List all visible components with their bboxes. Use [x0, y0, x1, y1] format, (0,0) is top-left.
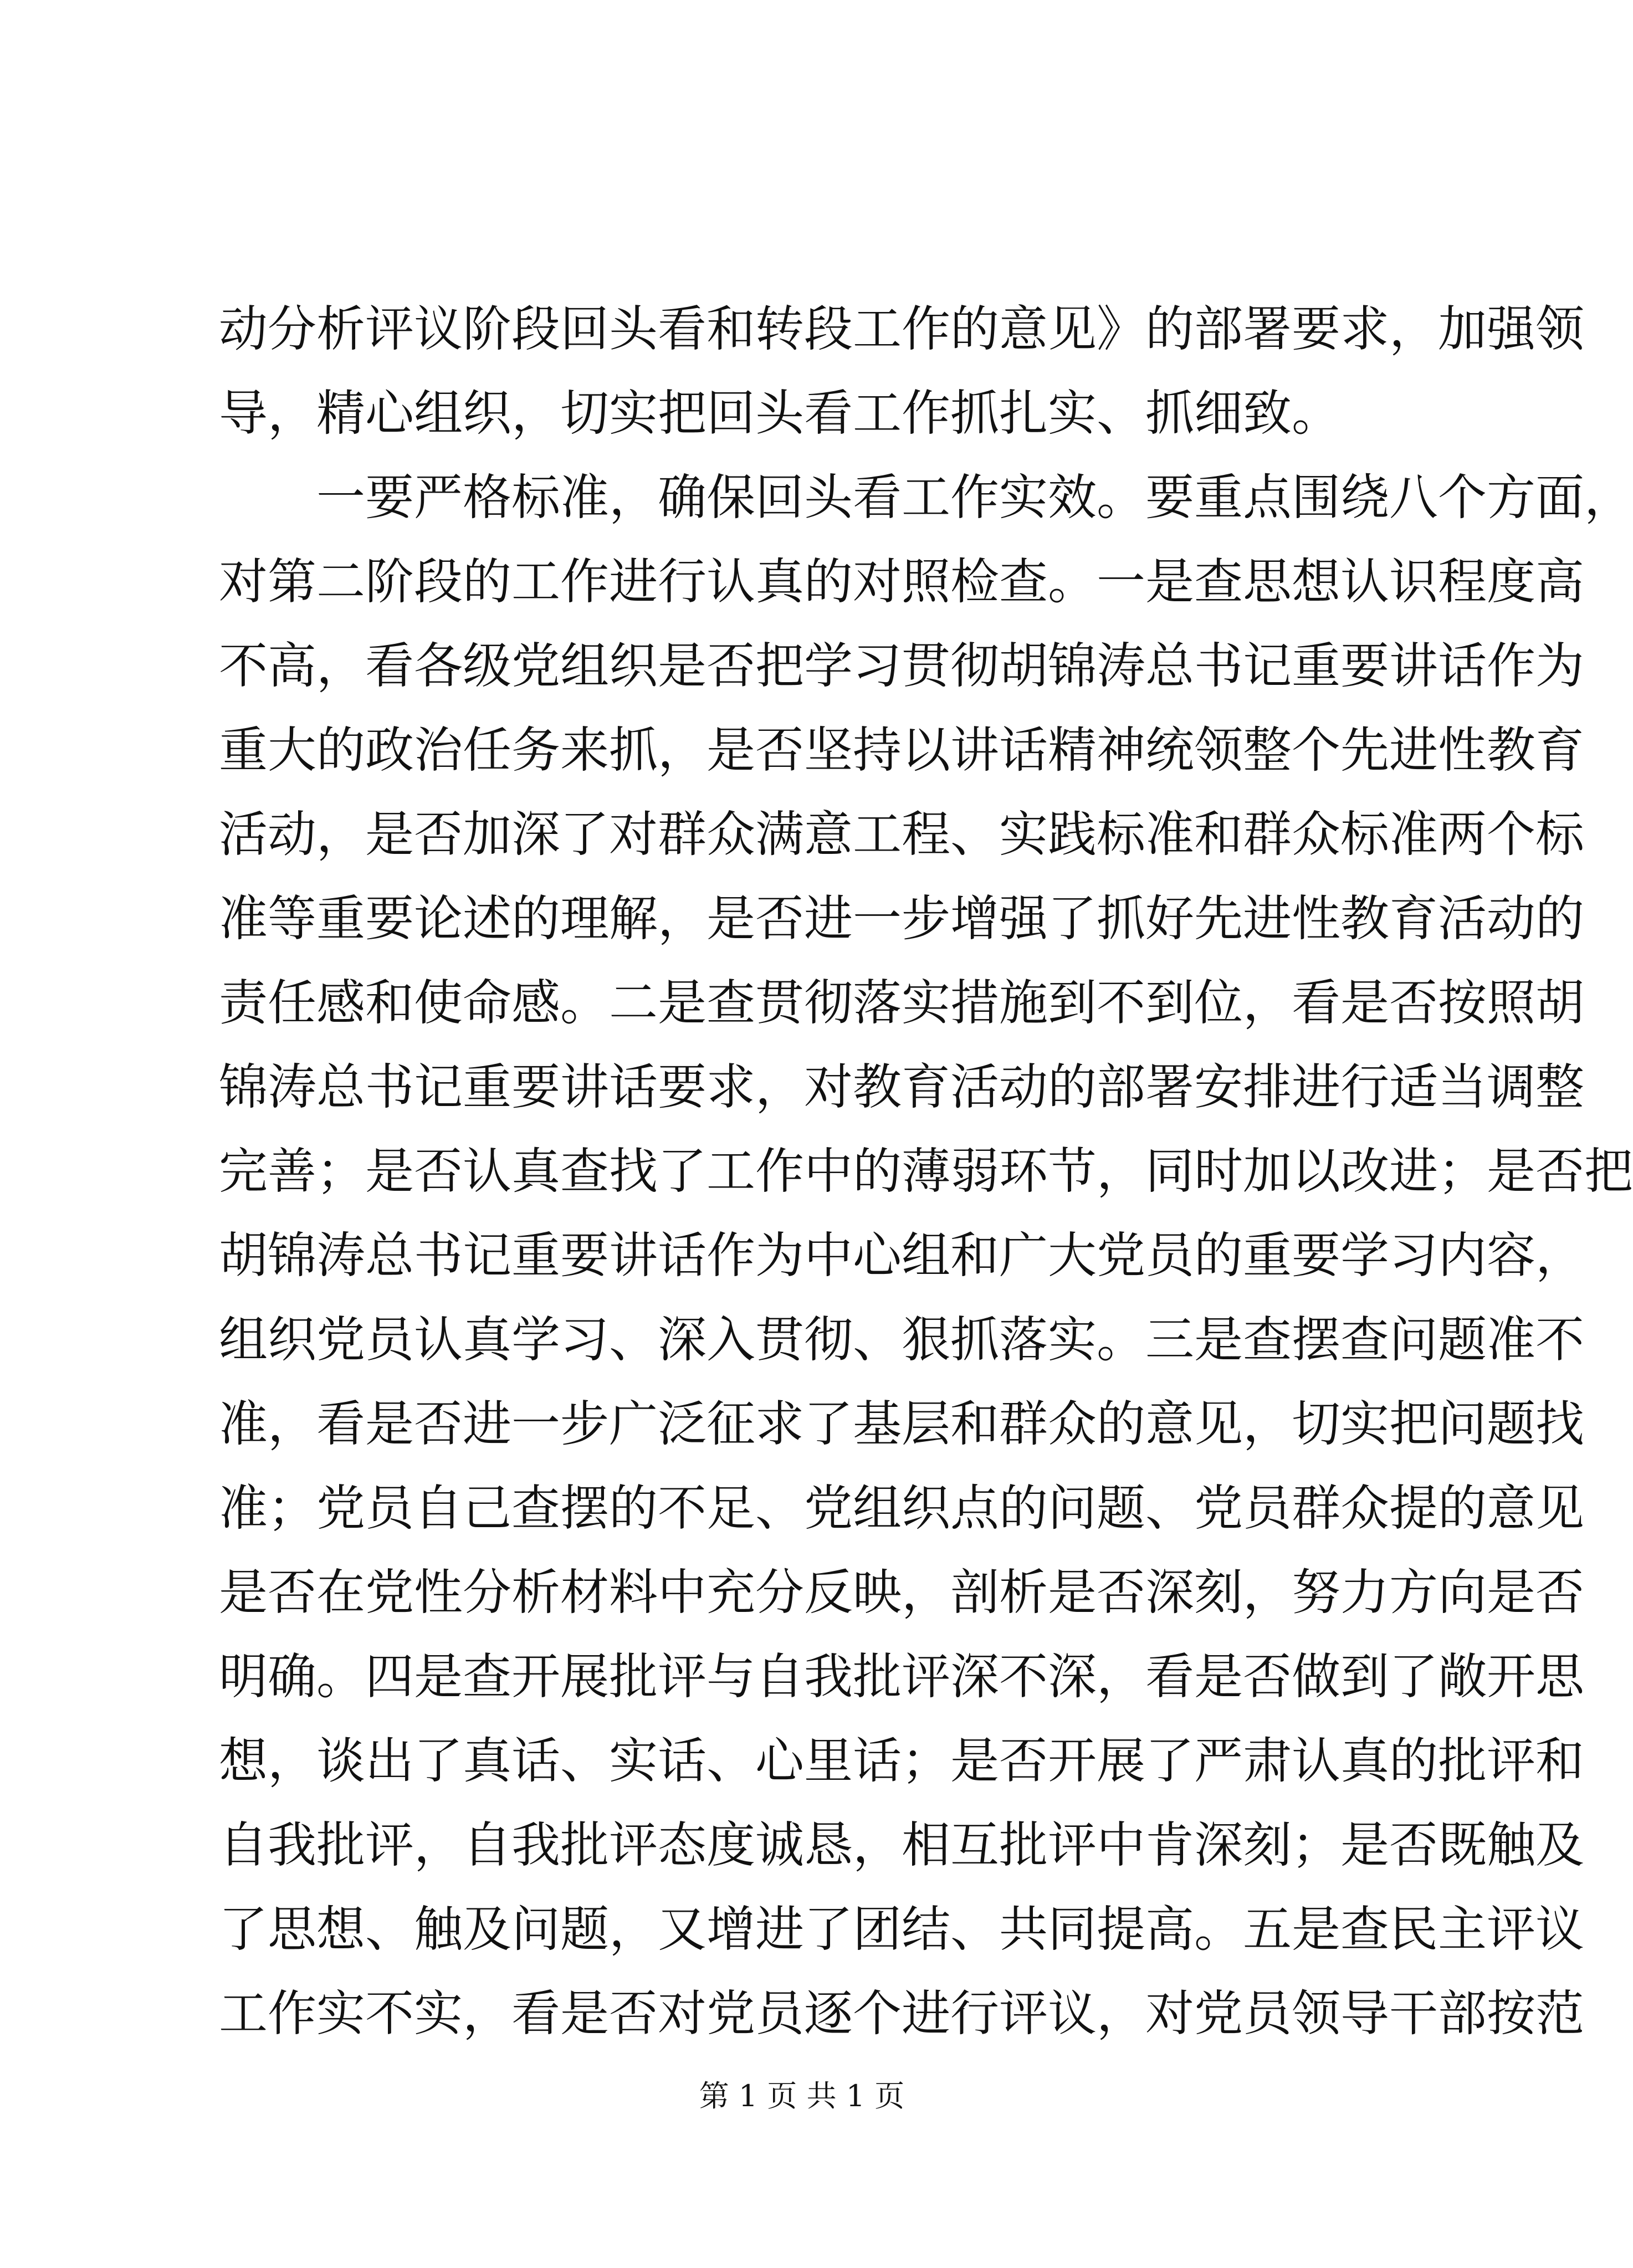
body-text	[219, 287, 1633, 2056]
text-line: 一要严格标准，确保回头看工作实效。要重点围绕八个方面，	[316, 469, 1633, 526]
text-line: 锦涛总书记重要讲话要求，对教育活动的部署安排进行适当调整	[219, 1058, 1585, 1115]
text-line: 自我批评，自我批评态度诚恳，相互批评中肯深刻；是否既触及	[219, 1816, 1585, 1873]
text-line: 准；党员自己查摆的不足、党组织点的问题、党员群众提的意见	[219, 1479, 1585, 1537]
text-line: 准等重要论述的理解，是否进一步增强了抓好先进性教育活动的	[219, 890, 1585, 947]
text-line: 是否在党性分析材料中充分反映，剖析是否深刻，努力方向是否	[219, 1564, 1585, 1621]
text-line: 工作实不实，看是否对党员逐个进行评议，对党员领导干部按范	[219, 1985, 1585, 2042]
text-line: 导，精心组织，切实把回头看工作抓扎实、抓细致。	[219, 385, 1341, 442]
text-line: 准，看是否进一步广泛征求了基层和群众的意见，切实把问题找	[219, 1395, 1585, 1452]
text-line: 活动，是否加深了对群众满意工程、实践标准和群众标准两个标	[219, 806, 1585, 863]
text-line: 了思想、触及问题，又增进了团结、共同提高。五是查民主评议	[219, 1901, 1585, 1958]
text-line: 重大的政治任务来抓，是否坚持以讲话精神统领整个先进性教育	[219, 721, 1585, 779]
page-footer: 第 1 页 共 1 页	[699, 2078, 905, 2113]
text-line: 动分析评议阶段回头看和转段工作的意见》的部署要求，加强领	[219, 300, 1585, 357]
text-line: 想，谈出了真话、实话、心里话；是否开展了严肃认真的批评和	[219, 1732, 1585, 1789]
text-line: 责任感和使命感。二是查贯彻落实措施到不到位，看是否按照胡	[219, 974, 1585, 1031]
text-line: 胡锦涛总书记重要讲话作为中心组和广大党员的重要学习内容，	[219, 1227, 1585, 1284]
text-line: 组织党员认真学习、深入贯彻、狠抓落实。三是查摆查问题准不	[219, 1311, 1585, 1368]
text-line: 对第二阶段的工作进行认真的对照检查。一是查思想认识程度高	[219, 553, 1585, 610]
text-line: 完善；是否认真查找了工作中的薄弱环节，同时加以改进；是否把	[219, 1143, 1633, 1200]
text-line: 不高，看各级党组织是否把学习贯彻胡锦涛总书记重要讲话作为	[219, 637, 1585, 694]
text-line: 明确。四是查开展批评与自我批评深不深，看是否做到了敞开思	[219, 1648, 1585, 1705]
